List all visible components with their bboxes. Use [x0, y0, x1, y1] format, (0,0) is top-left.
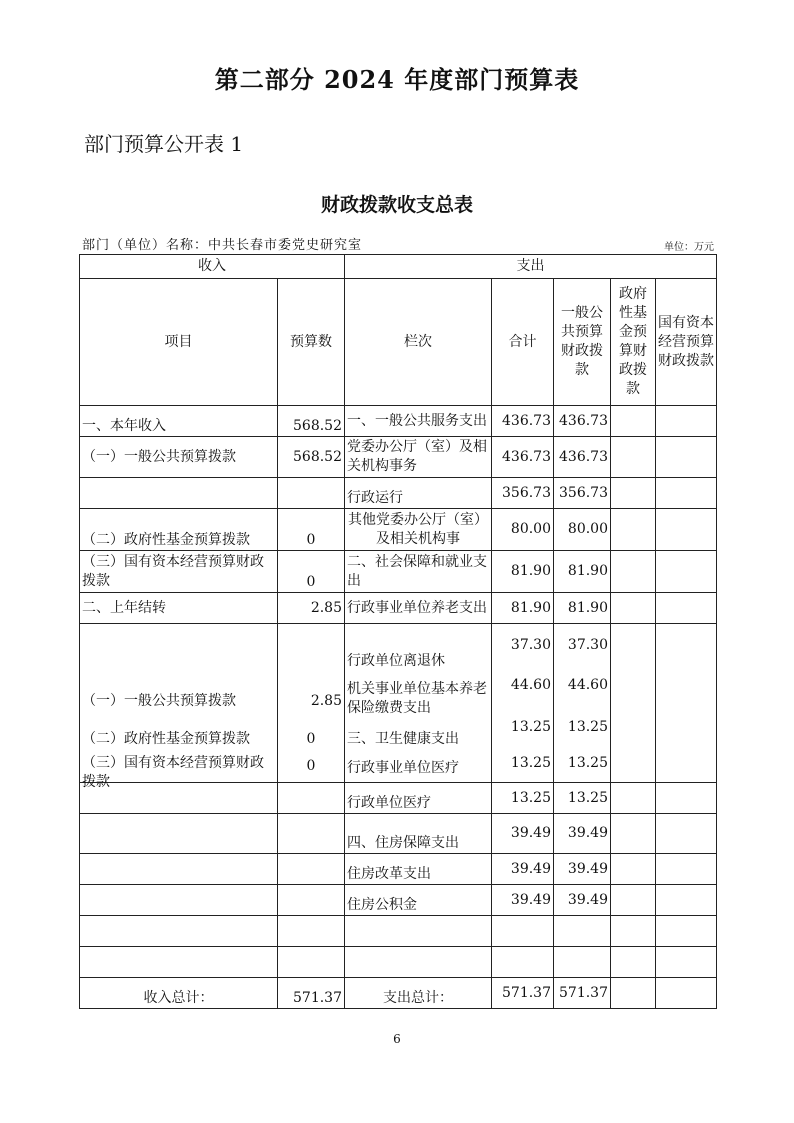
table-row — [80, 947, 717, 978]
income-amount: 0 — [278, 509, 345, 551]
merged-expense-item: 行政单位离退休 — [347, 653, 445, 669]
table-row — [80, 916, 717, 947]
income-item — [80, 814, 278, 854]
item-header: 项目 — [80, 279, 278, 406]
merged-income-items — [80, 624, 278, 790]
expense-item: 四、住房保障支出 — [345, 814, 492, 854]
expense-gov-fund — [611, 783, 656, 814]
expense-total: 436.73 — [492, 406, 554, 437]
totals-row — [80, 978, 717, 1009]
income-item: 一、本年收入 — [80, 406, 278, 437]
expense-state-capital — [656, 406, 717, 437]
income-item — [80, 885, 278, 916]
merged-expense-general: 44.60 — [567, 677, 608, 693]
table-row — [80, 885, 717, 916]
expense-item: 其他党委办公厅（室）及相关机构事 — [345, 509, 492, 551]
expense-total: 39.49 — [492, 885, 554, 916]
budget-table — [79, 254, 717, 1009]
income-amount — [278, 916, 345, 947]
merged-expense-generals — [554, 624, 611, 783]
merged-expense-item: 行政事业单位医疗 — [347, 760, 459, 776]
table-row — [80, 814, 717, 854]
expense-state-capital — [656, 854, 717, 885]
expense-total: 80.00 — [492, 509, 554, 551]
gov-fund-header: 政府性基金预算财政拨款 — [611, 279, 656, 406]
expense-total: 39.49 — [492, 854, 554, 885]
department-label: 部门（单位）名称：中共长春市委党史研究室 — [82, 238, 363, 253]
table-row — [80, 593, 717, 624]
table-row — [80, 854, 717, 885]
expense-item: 住房改革支出 — [345, 854, 492, 885]
expense-state-capital — [656, 783, 717, 814]
header-row-1 — [80, 255, 717, 279]
expense-general: 39.49 — [554, 885, 611, 916]
expense-gov-fund — [611, 814, 656, 854]
expense-general: 436.73 — [554, 437, 611, 478]
income-total-value: 571.37 — [278, 978, 345, 1009]
expense-total: 436.73 — [492, 437, 554, 478]
income-total-label: 收入总计： — [80, 978, 278, 1009]
merged-income-amount: 2.85 — [310, 693, 342, 709]
expense-gov-fund — [611, 406, 656, 437]
expense-general: 81.90 — [554, 551, 611, 593]
expense-general-total: 571.37 — [554, 978, 611, 1009]
expense-state-capital — [656, 593, 717, 624]
expense-general: 436.73 — [554, 406, 611, 437]
expense-gov-fund — [611, 478, 656, 509]
expense-item: 行政单位医疗 — [345, 783, 492, 814]
income-header: 收入 — [80, 255, 345, 279]
income-amount — [278, 947, 345, 978]
expense-gov-fund — [611, 509, 656, 551]
expense-gov-fund — [611, 551, 656, 593]
income-amount: 568.52 — [278, 437, 345, 478]
merged-income-amount: 0 — [306, 731, 316, 747]
income-item: （二）政府性基金预算拨款 — [80, 509, 278, 551]
merged-expense-item: 机关事业单位基本养老保险缴费支出 — [347, 681, 487, 716]
expense-total: 13.25 — [492, 783, 554, 814]
merged-income-amounts — [278, 624, 345, 783]
income-amount — [278, 885, 345, 916]
expense-state-capital — [656, 437, 717, 478]
merged-income-amount: 0 — [306, 758, 316, 774]
expense-general: 39.49 — [554, 854, 611, 885]
expense-item — [345, 916, 492, 947]
expense-general: 356.73 — [554, 478, 611, 509]
merged-expense-total: 37.30 — [510, 637, 551, 653]
merged-income-item: （一）一般公共预算拨款 — [82, 693, 236, 709]
expense-state-capital — [656, 624, 717, 783]
income-amount — [278, 783, 345, 814]
income-item: （一）一般公共预算拨款 — [80, 437, 278, 478]
table-row — [80, 406, 717, 437]
expense-gov-fund — [611, 854, 656, 885]
income-amount: 2.85 — [278, 593, 345, 624]
merged-block-row — [80, 624, 717, 783]
income-item — [80, 478, 278, 509]
income-amount — [278, 854, 345, 885]
expense-state-capital — [656, 978, 717, 1009]
header-row-2 — [80, 279, 717, 406]
expense-general: 39.49 — [554, 814, 611, 854]
expense-total — [492, 916, 554, 947]
expense-general — [554, 916, 611, 947]
income-item — [80, 947, 278, 978]
expense-header: 支出 — [345, 255, 717, 279]
merged-income-item: （三）国有资本经营预算财政拨款 — [82, 755, 264, 790]
merged-expense-total: 13.25 — [510, 755, 551, 771]
merged-expense-total: 13.25 — [510, 719, 551, 735]
merged-expense-items — [345, 624, 492, 783]
merged-expense-totals — [492, 624, 554, 783]
income-amount: 568.52 — [278, 406, 345, 437]
expense-total: 356.73 — [492, 478, 554, 509]
table-row — [80, 551, 717, 593]
expense-item: 二、社会保障和就业支出 — [345, 551, 492, 593]
expense-total: 81.90 — [492, 593, 554, 624]
income-amount — [278, 814, 345, 854]
merged-expense-total: 44.60 — [510, 677, 551, 693]
expense-state-capital — [656, 814, 717, 854]
column-header: 栏次 — [345, 279, 492, 406]
table-row — [80, 509, 717, 551]
expense-gov-fund — [611, 437, 656, 478]
expense-state-capital — [656, 551, 717, 593]
budget-amount-header: 预算数 — [278, 279, 345, 406]
expense-item: 党委办公厅（室）及相关机构事务 — [345, 437, 492, 478]
total-header: 合计 — [492, 279, 554, 406]
expense-state-capital — [656, 885, 717, 916]
income-amount: 0 — [278, 551, 345, 593]
expense-item: 行政事业单位养老支出 — [345, 593, 492, 624]
expense-item — [345, 947, 492, 978]
expense-general: 80.00 — [554, 509, 611, 551]
expense-total-value: 571.37 — [492, 978, 554, 1009]
merged-income-item: （二）政府性基金预算拨款 — [82, 731, 250, 747]
expense-general: 81.90 — [554, 593, 611, 624]
expense-item: 住房公积金 — [345, 885, 492, 916]
sub-title: 部门预算公开表 1 — [84, 132, 244, 156]
expense-gov-fund — [611, 885, 656, 916]
expense-state-capital — [656, 509, 717, 551]
expense-gov-fund — [611, 947, 656, 978]
income-amount — [278, 478, 345, 509]
page-number: 6 — [393, 1032, 401, 1046]
expense-state-capital — [656, 947, 717, 978]
expense-total — [492, 947, 554, 978]
income-item — [80, 854, 278, 885]
income-item: （三）国有资本经营预算财政拨款 — [80, 551, 278, 593]
income-item — [80, 916, 278, 947]
expense-total: 81.90 — [492, 551, 554, 593]
table-row — [80, 783, 717, 814]
expense-state-capital — [656, 478, 717, 509]
general-budget-header: 一般公共预算财政拨款 — [554, 279, 611, 406]
expense-general — [554, 947, 611, 978]
expense-total-label: 支出总计： — [345, 978, 492, 1009]
expense-item: 行政运行 — [345, 478, 492, 509]
table-row — [80, 437, 717, 478]
expense-total: 39.49 — [492, 814, 554, 854]
unit-label: 单位：万元 — [664, 242, 714, 253]
merged-expense-general: 13.25 — [567, 755, 608, 771]
expense-item: 一、一般公共服务支出 — [345, 406, 492, 437]
expense-gov-fund — [611, 624, 656, 783]
merged-expense-item: 三、卫生健康支出 — [347, 731, 459, 747]
part-title: 第二部分 2024 年度部门预算表 — [214, 65, 580, 94]
expense-gov-fund — [611, 916, 656, 947]
state-capital-header: 国有资本经营预算财政拨款 — [656, 279, 717, 406]
expense-gov-fund — [611, 593, 656, 624]
expense-general: 13.25 — [554, 783, 611, 814]
table-row — [80, 478, 717, 509]
merged-expense-general: 37.30 — [567, 637, 608, 653]
income-item: 二、上年结转 — [80, 593, 278, 624]
expense-state-capital — [656, 916, 717, 947]
expense-gov-fund — [611, 978, 656, 1009]
table-title: 财政拨款收支总表 — [320, 194, 473, 216]
merged-expense-general: 13.25 — [567, 719, 608, 735]
